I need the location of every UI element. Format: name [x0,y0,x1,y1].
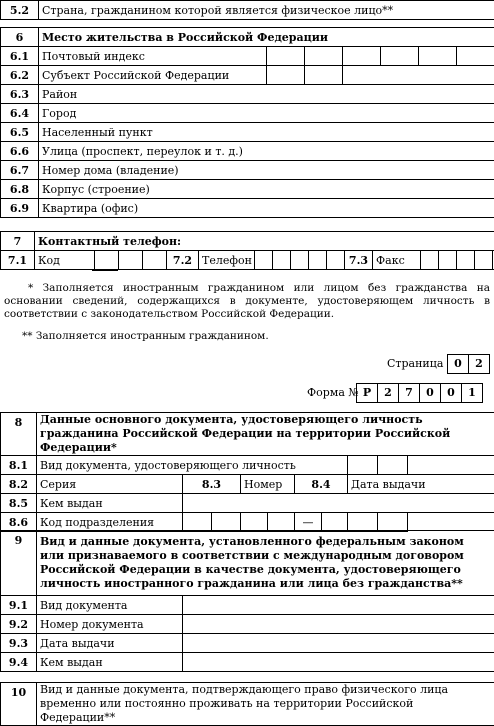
row-5-2 [1,1,494,20]
row-6-4 [1,104,494,123]
phone-cell[interactable] [291,251,309,270]
row-9-4 [1,653,494,672]
phone-cell[interactable] [309,251,327,270]
code-cell[interactable] [348,513,378,532]
row-number: 8.6 [1,513,37,532]
doc-type-label: Вид документа [37,596,183,615]
row-6-6 [1,142,494,161]
row-9-3 [1,634,494,653]
section-number: 7 [1,232,35,251]
id-document-title: Данные основного документа, удостоверяющего личность гражданина Российской Федерации на территории Российской Федерации* [37,413,494,456]
row-number: 6.2 [1,66,39,85]
input-cell[interactable] [305,66,343,85]
row-6-5 [1,123,494,142]
apartment-field[interactable]: Квартира (офис) [39,199,494,218]
blank [408,513,494,532]
document-type-label: Вид документа, удостоверяющего личность [37,456,348,475]
residence-document-table [0,682,494,726]
row-number: 8.5 [1,494,37,513]
contact-table [0,231,494,270]
row-9-1 [1,596,494,615]
doc-type-input[interactable] [183,596,494,615]
contact-header [1,232,494,251]
row-number: 8.3 [183,475,241,494]
fax-cell[interactable] [475,251,493,270]
code-cell[interactable] [119,251,143,270]
row-number: 6.8 [1,180,39,199]
residence-header [1,28,494,47]
blank [408,456,494,475]
row-number: 8.1 [1,456,37,475]
form-char: 0 [440,383,462,403]
section-number: 10 [1,683,37,726]
input-cell[interactable] [378,456,408,475]
doc-number-label: Номер документа [37,615,183,634]
row-number: 8.4 [295,475,348,494]
row-number: 6.7 [1,161,39,180]
phone-cell[interactable] [273,251,291,270]
number-label: Номер [241,475,295,494]
row-8-2 [1,475,494,494]
row-6-1 [1,47,494,66]
row-5-2-table [0,0,494,20]
row-number: 7.1 [1,251,35,270]
series-label: Серия [37,475,183,494]
residence-document-title: Вид и данные документа, подтверждающего право физического лица временно или постоянно проживать на территории Российской Федерации** [37,683,494,726]
region-label: Субъект Российской Федерации [39,66,267,85]
id-document-header [1,413,494,456]
code-cell[interactable] [95,251,119,270]
code-cell[interactable] [378,513,408,532]
fax-cell[interactable] [421,251,439,270]
section-number: 8 [1,413,37,456]
house-field[interactable]: Номер дома (владение) [39,161,494,180]
input-cell[interactable] [267,47,305,66]
foreign-document-title: Вид и данные документа, установленного федеральным законом или признаваемого в соответствии с международным договором Российской Федерации в качестве документа, удостоверяющего личность иностранного гражданина или лица без гражданства** [37,531,494,596]
row-number: 5.2 [1,1,39,20]
fax-cell[interactable] [457,251,475,270]
input-cell[interactable] [419,47,457,66]
code-cell[interactable] [241,513,268,532]
row-number: 9.1 [1,596,37,615]
form-char: 7 [398,383,420,403]
contact-row [1,251,494,270]
residence-table [0,27,494,218]
page-digit: 2 [468,354,490,374]
row-9-2 [1,615,494,634]
phone-cell[interactable] [255,251,273,270]
row-number: 9.4 [1,653,37,672]
input-cell[interactable] [305,47,343,66]
code-label: Код [35,251,95,270]
row-number: 6.6 [1,142,39,161]
form-char: 2 [377,383,399,403]
issue-date-label: Дата выдачи [37,634,183,653]
issue-date-label: Дата выдачи [348,475,494,494]
postal-code-label: Почтовый индекс [39,47,267,66]
row-number: 6.1 [1,47,39,66]
section-number: 9 [1,531,37,596]
row-number: 6.3 [1,85,39,104]
row-6-8 [1,180,494,199]
row-6-9 [1,199,494,218]
input-cell[interactable] [267,66,305,85]
row-8-6 [1,513,494,532]
row-6-3 [1,85,494,104]
code-cell[interactable] [268,513,295,532]
footnote-1: * Заполняется иностранным гражданином или лицом без гражданства на основании сведений, содержащихся в документе, удостоверяющем личность в соответствии с законодательством Российской Федерации. [4,282,490,321]
form-char: 1 [461,383,483,403]
code-cell[interactable] [322,513,348,532]
input-cell[interactable] [381,47,419,66]
row-8-5 [1,494,494,513]
country-label[interactable]: Страна, гражданином которой является физическое лицо** [39,1,494,20]
city-field[interactable]: Город [39,104,494,123]
fax-cell[interactable] [439,251,457,270]
footnote-2: ** Заполняется иностранным гражданином. [4,330,490,343]
code-cell[interactable] [143,251,167,270]
row-number: 7.2 [167,251,199,270]
footnote-divider [92,270,118,271]
row-number: 6.4 [1,104,39,123]
row-number: 7.3 [345,251,373,270]
dept-code-label: Код подразделения [37,513,183,532]
section-number: 6 [1,28,39,47]
building-field[interactable]: Корпус (строение) [39,180,494,199]
form-label: Форма № [307,386,359,399]
form-char: Р [356,383,378,403]
fax-label: Факс [373,251,421,270]
page-digit: 0 [447,354,469,374]
doc-number-input[interactable] [183,615,494,634]
row-6-2 [1,66,494,85]
code-cell[interactable] [212,513,241,532]
input-cell[interactable] [457,47,494,66]
issue-date-input[interactable] [183,634,494,653]
id-document-table [0,412,494,532]
district-field[interactable]: Район [39,85,494,104]
page-label: Страница [387,357,443,370]
foreign-document-header [1,531,494,596]
row-number: 6.9 [1,199,39,218]
row-number: 9.3 [1,634,37,653]
input-cell[interactable] [348,456,378,475]
input-cell[interactable] [343,47,381,66]
residence-title: Место жительства в Российской Федерации [39,28,494,47]
phone-label: Телефон [199,251,255,270]
settlement-field[interactable]: Населенный пункт [39,123,494,142]
issued-by-input[interactable] [183,494,494,513]
row-number: 6.5 [1,123,39,142]
code-cell[interactable] [183,513,212,532]
row-number: 8.2 [1,475,37,494]
foreign-document-table [0,530,494,672]
issued-by-label: Кем выдан [37,653,183,672]
street-field[interactable]: Улица (проспект, переулок и т. д.) [39,142,494,161]
residence-document-header [1,683,494,726]
row-number: 9.2 [1,615,37,634]
phone-cell[interactable] [327,251,345,270]
row-6-7 [1,161,494,180]
issued-by-label: Кем выдан [37,494,183,513]
blank [343,66,494,85]
issued-by-input[interactable] [183,653,494,672]
contact-title: Контактный телефон: [35,232,494,251]
form-char: 0 [419,383,441,403]
row-8-1 [1,456,494,475]
code-dash: — [295,513,322,532]
